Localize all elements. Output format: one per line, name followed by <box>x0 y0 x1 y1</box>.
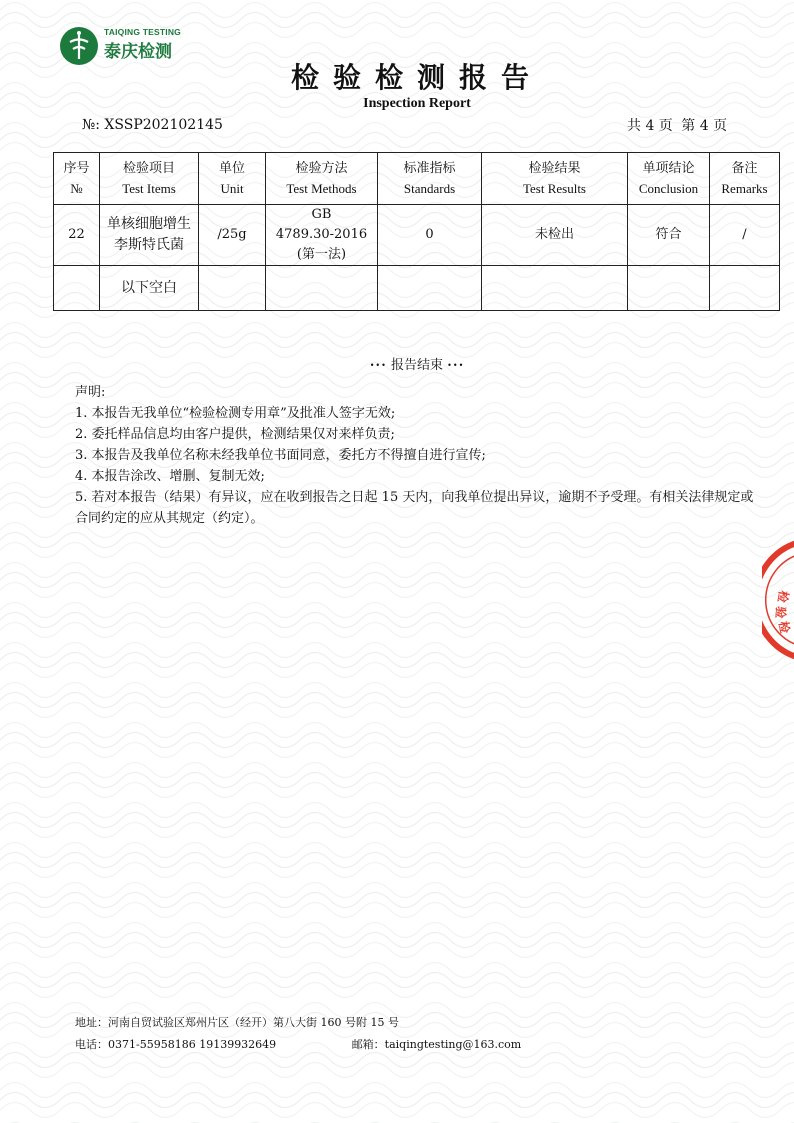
page-current: 第 4 页 <box>681 118 728 134</box>
results-table <box>53 152 780 311</box>
statement-item: 2. 委托样品信息均由客户提供，检测结果仅对来样负责; <box>75 427 395 442</box>
statement-heading: 声明: <box>75 385 106 400</box>
cell-test-method: GB 4789.30-2016 (第一法) <box>266 205 378 266</box>
header-no: 序号 № <box>54 153 100 205</box>
statement-item: 3. 本报告及我单位名称未经我单位书面同意，委托方不得擅自进行宣传; <box>75 448 486 463</box>
report-end-marker <box>0 354 794 373</box>
report-title-chinese: 检验检测报告 <box>290 61 543 94</box>
header-standards: 标准指标 Standards <box>378 153 482 205</box>
statement-section <box>75 382 765 529</box>
header-unit: 单位 Unit <box>199 153 266 205</box>
footer <box>75 1012 521 1056</box>
end-dots-left: ••• <box>369 361 387 370</box>
blank-row-label: 以下空白 <box>100 266 199 311</box>
cell-remarks: / <box>710 205 780 266</box>
cell-conclusion: 符合 <box>628 205 710 266</box>
cell-result: 未检出 <box>482 205 628 266</box>
cell-test-item: 单核细胞增生李斯特氏菌 <box>100 205 199 266</box>
end-dots-right: ••• <box>447 361 465 370</box>
page-total: 共 4 页 <box>627 118 673 134</box>
page-info <box>627 115 731 135</box>
footer-email: 邮箱：taiqingtesting@163.com <box>351 1038 522 1051</box>
footer-address: 地址：河南自贸试验区郑州片区（经开）第八大街 160 号附 15 号 <box>75 1016 399 1029</box>
report-title-english: Inspection Report <box>363 96 471 111</box>
header-remarks: 备注 Remarks <box>710 153 780 205</box>
end-text: 报告结束 <box>390 358 443 373</box>
statement-item: 5. 若对本报告（结果）有异议，应在收到报告之日起 15 天内，向我单位提出异议，逾期不予受理。有相关法律规定或合同约定的应从其规定（约定）。 <box>75 490 754 526</box>
svg-text:验: 验 <box>772 605 788 619</box>
table-row <box>54 205 780 266</box>
header-test-methods: 检验方法 Test Methods <box>266 153 378 205</box>
statement-item: 1. 本报告无我单位“检验检测专用章”及批准人签字无效; <box>75 406 396 421</box>
svg-text:检: 检 <box>776 620 792 635</box>
cell-no: 22 <box>54 205 100 266</box>
svg-text:检: 检 <box>774 589 791 604</box>
red-seal-stamp <box>762 540 794 660</box>
logo-english-name: TAIQING TESTING <box>104 27 181 37</box>
cell-standard: 0 <box>378 205 482 266</box>
header-test-items: 检验项目 Test Items <box>100 153 199 205</box>
report-number-value: XSSP202102145 <box>104 117 223 133</box>
footer-phone: 电话：0371-55958186 19139932649 <box>75 1038 277 1051</box>
header-conclusion: 单项结论 Conclusion <box>628 153 710 205</box>
report-number-label: №: <box>82 117 100 133</box>
cell-unit: /25g <box>199 205 266 266</box>
table-header-row <box>54 153 780 205</box>
footer-contact <box>75 1034 521 1056</box>
header-test-results: 检验结果 Test Results <box>482 153 628 205</box>
table-blank-row <box>54 266 780 311</box>
report-number <box>82 117 223 133</box>
logo-chinese-name: 泰庆检测 <box>104 42 172 62</box>
statement-item: 4. 本报告涂改、增删、复制无效; <box>75 469 265 484</box>
